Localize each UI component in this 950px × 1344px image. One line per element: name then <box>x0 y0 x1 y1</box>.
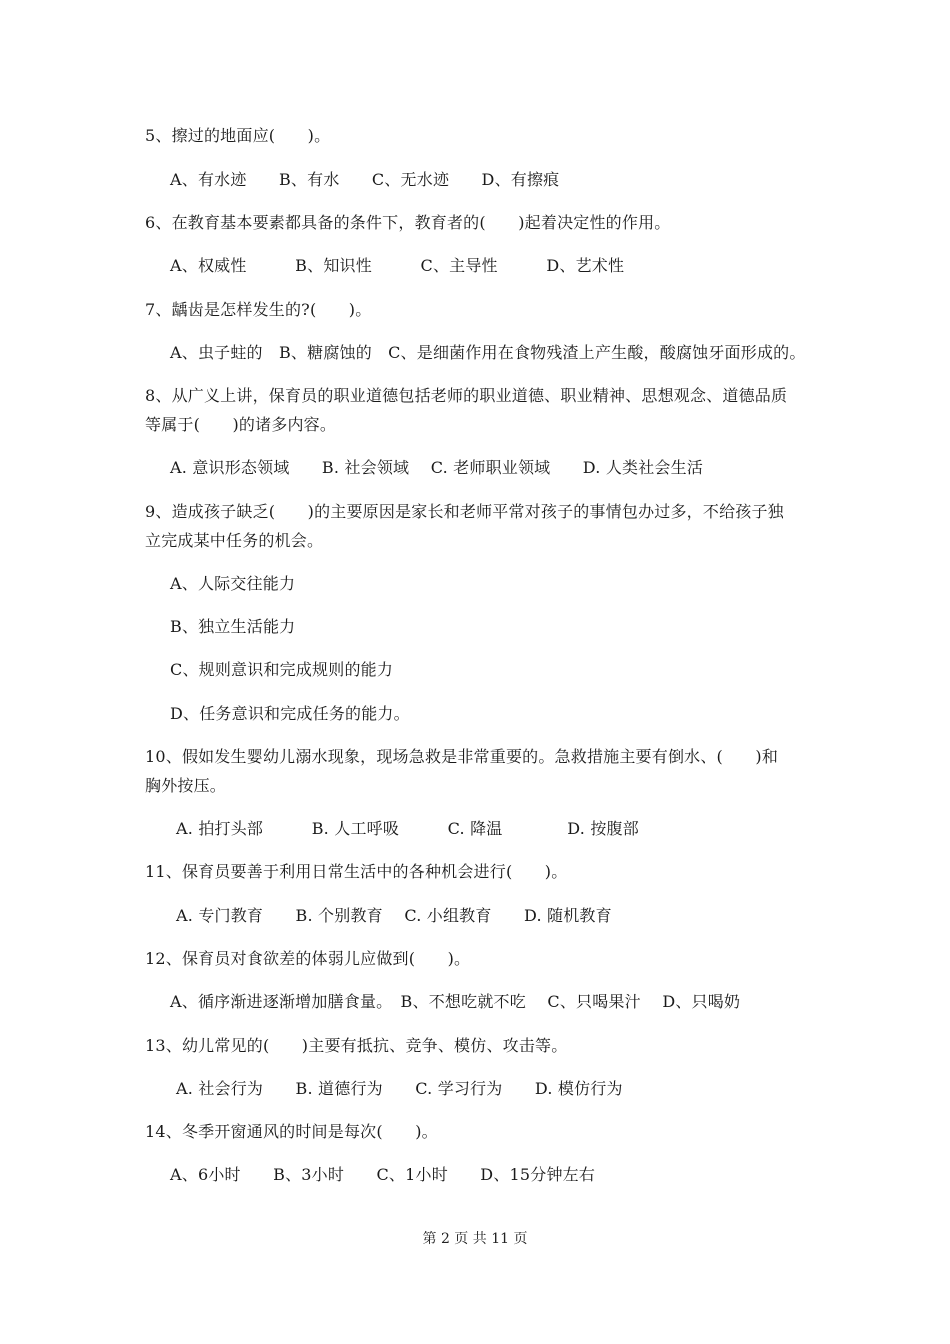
question-6-options: A、权威性 B、知识性 C、主导性 D、艺术性 <box>170 256 625 275</box>
question-7-options: A、虫子蛀的 B、糖腐蚀的 C、是细菌作用在食物残渣上产生酸，酸腐蚀牙面形成的。 <box>170 343 806 362</box>
question-8-continuation: 等属于( )的诸多内容。 <box>145 415 337 434</box>
question-6: 6、在教育基本要素都具备的条件下，教育者的( )起着决定性的作用。 <box>145 213 671 232</box>
question-12-options: A、循序渐进逐渐增加膳食量。 B、不想吃就不吃 C、只喝果汁 D、只喝奶 <box>170 992 741 1011</box>
question-7: 7、龋齿是怎样发生的?( )。 <box>145 300 372 319</box>
question-9-continuation: 立完成某中任务的机会。 <box>145 531 324 550</box>
question-14-options: A、6小时 B、3小时 C、1小时 D、15分钟左右 <box>170 1165 596 1184</box>
question-5: 5、擦过的地面应( )。 <box>145 126 331 145</box>
question-9-option-b: B、独立生活能力 <box>170 617 296 636</box>
question-10: 10、假如发生婴幼儿溺水现象，现场急救是非常重要的。急救措施主要有倒水、( )和 <box>145 747 779 766</box>
question-8: 8、从广义上讲，保育员的职业道德包括老师的职业道德、职业精神、思想观念、道德品质 <box>145 386 788 405</box>
page-footer: 第 2 页 共 11 页 <box>422 1231 528 1247</box>
question-12: 12、保育员对食欲差的体弱儿应做到( )。 <box>145 949 471 968</box>
question-8-options: A. 意识形态领域 B. 社会领域 C. 老师职业领域 D. 人类社会生活 <box>170 458 704 477</box>
question-9-option-c: C、规则意识和完成规则的能力 <box>170 660 394 679</box>
question-10-continuation: 胸外按压。 <box>145 776 227 795</box>
question-13: 13、幼儿常见的( )主要有抵抗、竞争、模仿、攻击等。 <box>145 1036 568 1055</box>
question-5-options: A、有水迹 B、有水 C、无水迹 D、有擦痕 <box>170 170 560 189</box>
question-9-option-a: A、人际交往能力 <box>170 574 296 593</box>
question-9: 9、造成孩子缺乏( )的主要原因是家长和老师平常对孩子的事情包办过多，不给孩子独 <box>145 502 784 521</box>
question-11: 11、保育员要善于利用日常生活中的各种机会进行( )。 <box>145 862 568 881</box>
question-13-options: A. 社会行为 B. 道德行为 C. 学习行为 D. 模仿行为 <box>176 1079 623 1098</box>
question-11-options: A. 专门教育 B. 个别教育 C. 小组教育 D. 随机教育 <box>176 906 612 925</box>
question-10-options: A. 拍打头部 B. 人工呼吸 C. 降温 D. 按腹部 <box>176 819 639 838</box>
question-14: 14、冬季开窗通风的时间是每次( )。 <box>145 1122 438 1141</box>
question-9-option-d: D、任务意识和完成任务的能力。 <box>170 704 410 723</box>
